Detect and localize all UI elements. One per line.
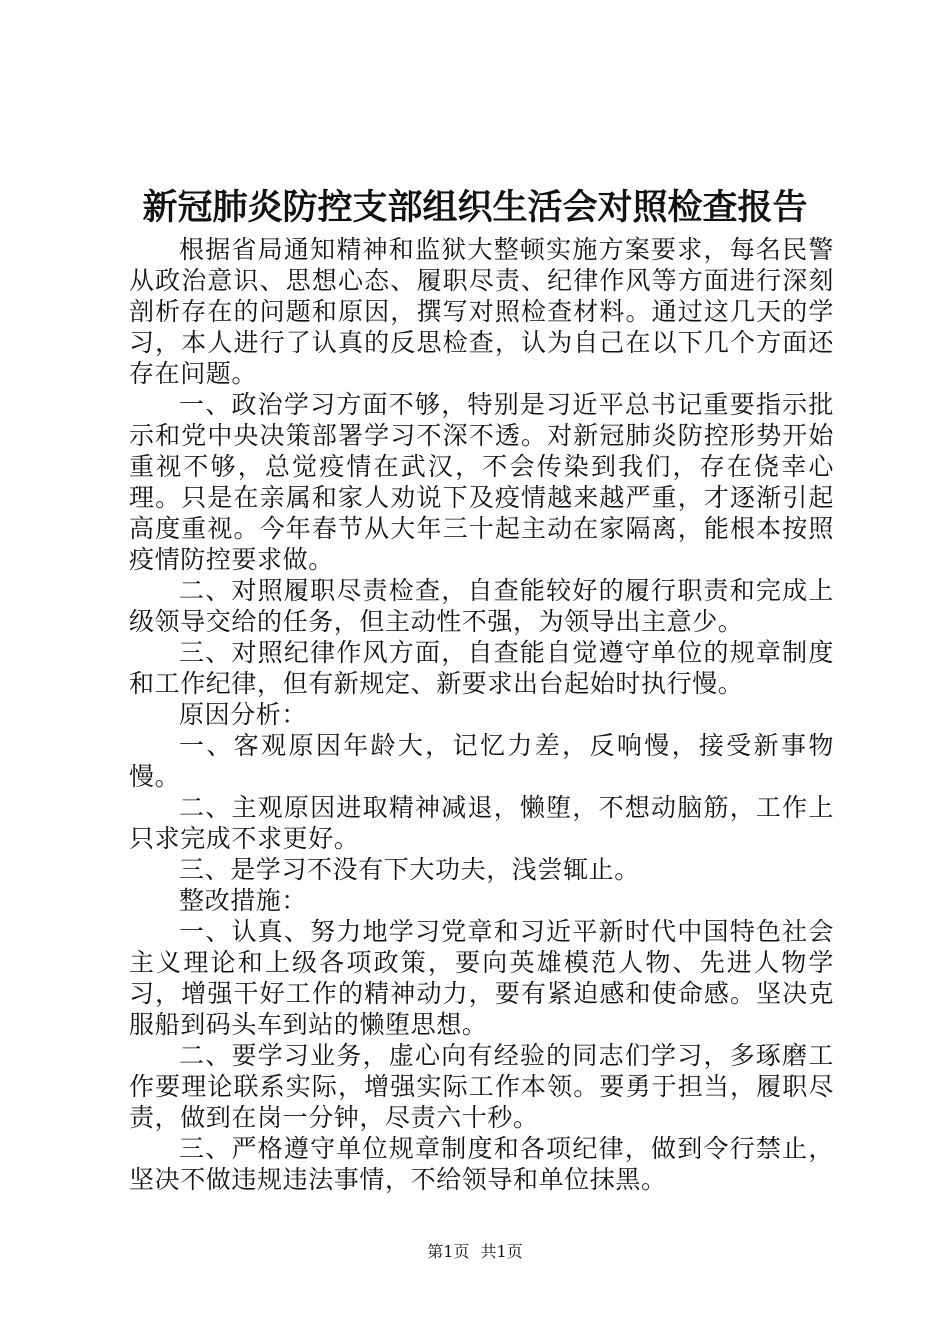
document-title: 新冠肺炎防控支部组织生活会对照检查报告 bbox=[142, 187, 808, 228]
paragraph-measure-2: 二、要学习业务，虚心向有经验的同志们学习，多琢磨工作要理论联系实际，增强实际工作本领。要勇于担当，履职尽责，做到在岗一分钟，尽责六十秒。 bbox=[129, 1041, 834, 1132]
heading-cause-analysis: 原因分析： bbox=[179, 700, 308, 729]
paragraph-issue-1: 一、政治学习方面不够，特别是习近平总书记重要指示批示和党中央决策部署学习不深不透。对新冠肺炎防控形势开始重视不够，总觉疫情在武汉，不会传染到我们，存在侥幸心理。只是在亲属和家人劝说下及疫情越来越严重，才逐渐引起高度重视。今年春节从大年三十起主动在家隔离，能根本按照疫情防控要求做。 bbox=[129, 390, 834, 574]
paragraph-cause-2: 二、主观原因进取精神减退，懒堕，不想动脑筋，工作上只求完成不求更好。 bbox=[129, 793, 834, 853]
paragraph-measure-1: 一、认真、努力地学习党章和习近平新时代中国特色社会主义理论和上级各项政策，要向英雄模范人物、先进人物学习，增强干好工作的精神动力，要有紧迫感和使命感。坚决克服船到码头车到站的懒堕思想。 bbox=[129, 917, 834, 1039]
paragraph-cause-1: 一、客观原因年龄大，记忆力差，反响慢，接受新事物慢。 bbox=[129, 731, 834, 791]
paragraph-intro: 根据省局通知精神和监狱大整顿实施方案要求，每名民警从政治意识、思想心态、履职尽责、纪律作风等方面进行深刻剖析存在的问题和原因，撰写对照检查材料。通过这几天的学习，本人进行了认真的反思检查，认为自己在以下几个方面还存在问题。 bbox=[129, 235, 834, 388]
document-body bbox=[129, 234, 834, 1195]
paragraph-issue-2: 二、对照履职尽责检查，自查能较好的履行职责和完成上级领导交给的任务，但主动性不强，为领导出主意少。 bbox=[129, 576, 834, 636]
heading-rectification: 整改措施： bbox=[179, 886, 308, 915]
page-number: 第1页 bbox=[427, 1242, 470, 1261]
paragraph-issue-3: 三、对照纪律作风方面，自查能自觉遵守单位的规章制度和工作纪律，但有新规定、新要求出台起始时执行慢。 bbox=[129, 638, 834, 698]
paragraph-cause-3: 三、是学习不没有下大功夫，浅尝辄止。 bbox=[179, 855, 640, 884]
page-footer bbox=[0, 1241, 950, 1263]
page-total: 共1页 bbox=[480, 1242, 523, 1261]
paragraph-measure-3: 三、严格遵守单位规章制度和各项纪律，做到令行禁止，坚决不做违规违法事情，不给领导和单位抹黑。 bbox=[129, 1134, 834, 1194]
